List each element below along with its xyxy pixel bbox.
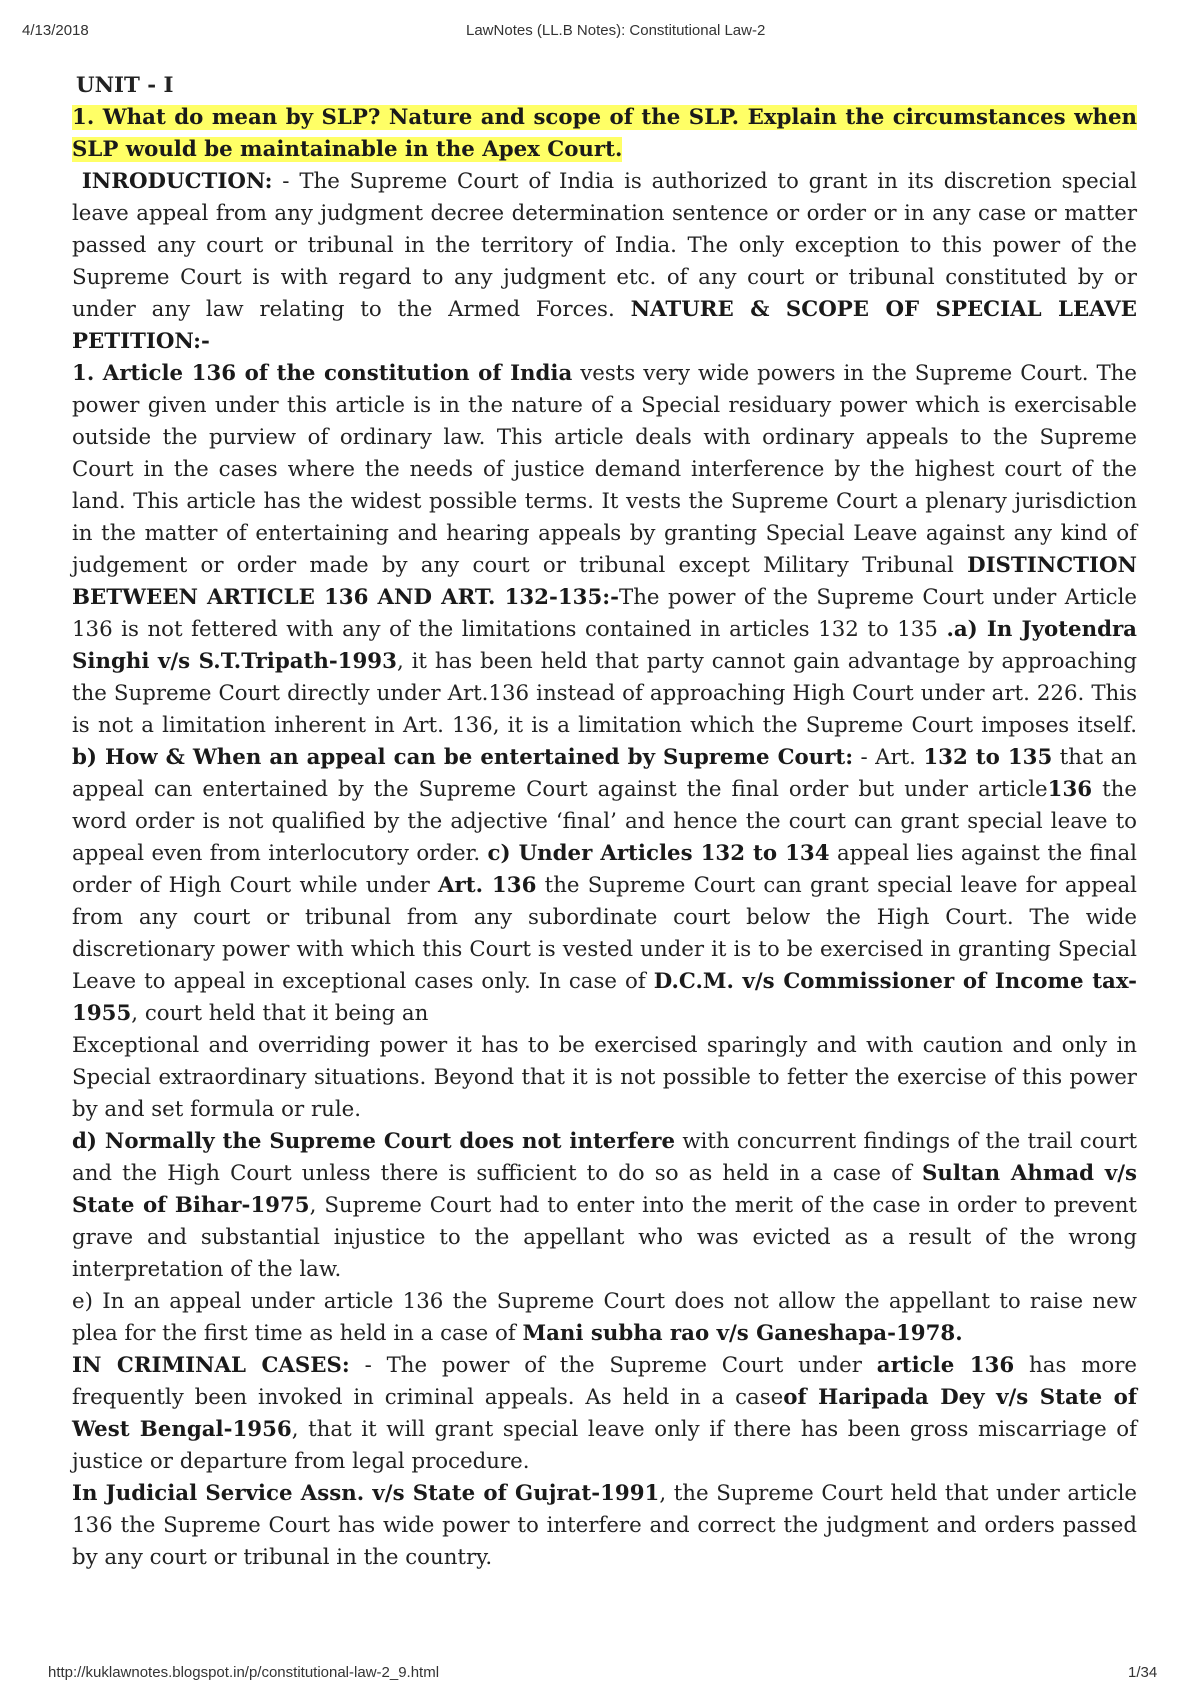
body-text: that an appeal can entertained by the Supreme Court against the final order but under article (72, 745, 1137, 802)
case-sultan-ahmad: Sultan Ahmad v/s State of Bihar-1975 (72, 1161, 1138, 1218)
document-body (72, 70, 1137, 1574)
case-jyotendra: .a) In Jyotendra Singhi v/s S.T.Tripath-1993 (72, 617, 1137, 674)
paragraph-point-d (72, 1126, 1137, 1286)
body-text: , Supreme Court had to enter into the merit of the case in order to prevent grave and substantial injustice to the appellant who was evicted as a result of the wrong interpretation of the law. (72, 1193, 1137, 1282)
body-text: has more frequently been invoked in criminal appeals. As held in a case (72, 1353, 1137, 1410)
body-text: - The power of the Supreme Court under (349, 1353, 877, 1378)
body-text: vests very wide powers in the Supreme Court. The power given under this article is in the nature of a Special residuary power which is exercisable outside the purview of ordinary law. This article deals with ordinary appeals to the Supreme Court in the cases where the needs of justice demand interference by the highest court of the land. This article has the widest possible terms. It vests the Supreme Court a plenary jurisdiction in the matter of entertaining and hearing appeals by granting Special Leave against any kind of judgement or order made by any court or tribunal except Military Tribunal (72, 361, 1137, 578)
question-heading (72, 102, 1137, 166)
case-haripada-dey: of Haripada Dey v/s State of West Bengal-1956 (72, 1385, 1137, 1442)
body-text: , it has been held that party cannot gain advantage by approaching the Supreme Court directly under Art.136 instead of approaching High Court under art. 226. This is not a limitation inherent in Art. 136, it is a limitation which the Supreme Court imposes itself. (72, 649, 1137, 738)
intro-text: - The Supreme Court of India is authorized to grant in its discretion special leave appeal from any judgment decree determination sentence or order or in any case or matter passed any court or tribunal in the territory of India. The only exception to this power of the Supreme Court is with regard to any judgment etc. of any court or tribunal constituted by or under any law relating to the Armed Forces. (72, 169, 1137, 322)
paragraph-exceptional: Exceptional and overriding power it has to be exercised sparingly and with caution and only in Special extraordinary situations. Beyond that it is not possible to fetter the exercise of this power by and set formula or rule. (72, 1033, 1137, 1122)
case-mani-subha-rao: Mani subha rao v/s Ganeshapa-1978. (522, 1321, 963, 1346)
body-text: e) In an appeal under article 136 the Supreme Court does not allow the appellant to raise new plea for the first time as held in a case of (72, 1289, 1137, 1346)
distinction-heading: DISTINCTION BETWEEN ARTICLE 136 AND ART. 132-135:- (72, 553, 1137, 610)
body-text: , the Supreme Court held that under article 136 the Supreme Court has wide power to interfere and correct the judgment and orders passed by any court or tribunal in the country. (72, 1481, 1137, 1570)
case-judicial-service: In Judicial Service Assn. v/s State of Gujrat-1991 (72, 1481, 660, 1506)
unit-heading: UNIT - I (76, 73, 174, 98)
body-text: appeal lies against the final order of High Court while under (72, 841, 1137, 898)
article-136-heading: 1. Article 136 of the constitution of India (72, 361, 573, 386)
body-text: with concurrent findings of the trail court and the High Court unless there is sufficient to do so as held in a case of (72, 1129, 1137, 1186)
article-136-ref: 136 (1047, 777, 1093, 802)
paragraph-point-e (72, 1286, 1137, 1350)
point-c-heading: c) Under Articles 132 to 134 (487, 841, 830, 866)
body-text: the word order is not qualified by the adjective ‘final’ and hence the court can grant special leave to appeal even from interlocutory order. (72, 777, 1137, 866)
body-text: the Supreme Court can grant special leave for appeal from any court or tribunal from any subordinate court below the High Court. The wide discretionary power with which this Court is vested under it is to be exercised in granting Special Leave to appeal in exceptional cases only. In case of (72, 873, 1137, 994)
point-b-heading: b) How & When an appeal can be entertained by Supreme Court: (72, 745, 854, 770)
nature-scope-heading: NATURE & SCOPE OF SPECIAL LEAVE PETITION:- (72, 297, 1137, 354)
header-date: 4/13/2018 (22, 22, 89, 39)
paragraph-criminal-cases (72, 1350, 1137, 1478)
body-text: - Art. (853, 745, 924, 770)
footer-url-link[interactable]: http://kuklawnotes.blogspot.in/p/constitutional-law-2_9.html (48, 1664, 440, 1681)
paragraph-article-136 (72, 358, 1137, 1030)
body-text: , court held that it being an (131, 1001, 429, 1026)
body-text: , that it will grant special leave only if there has been gross miscarriage of justice or departure from legal procedure. (72, 1417, 1137, 1474)
criminal-cases-heading: IN CRIMINAL CASES: (72, 1353, 350, 1378)
case-dcm: D.C.M. v/s Commissioner of Income tax-1955 (72, 969, 1137, 1026)
footer-page-number: 1/34 (1128, 1664, 1158, 1681)
point-d-heading: d) Normally the Supreme Court does not interfere (72, 1129, 676, 1154)
articles-132-135: 132 to 135 (923, 745, 1053, 770)
question-text: 1. What do mean by SLP? Nature and scope of the SLP. Explain the circumstances when SLP would be maintainable in the Apex Court. (72, 105, 1137, 162)
article-136-criminal: article 136 (876, 1353, 1015, 1378)
intro-label: INRODUCTION: (81, 169, 273, 194)
art-136-ref: Art. 136 (438, 873, 537, 898)
header-title: LawNotes (LL.B Notes): Constitutional Law-2 (466, 22, 766, 39)
paragraph-judicial-service (72, 1478, 1137, 1574)
body-text: The power of the Supreme Court under Article 136 is not fettered with any of the limitations contained in articles 132 to 135 (72, 585, 1137, 642)
paragraph-introduction (72, 166, 1137, 358)
